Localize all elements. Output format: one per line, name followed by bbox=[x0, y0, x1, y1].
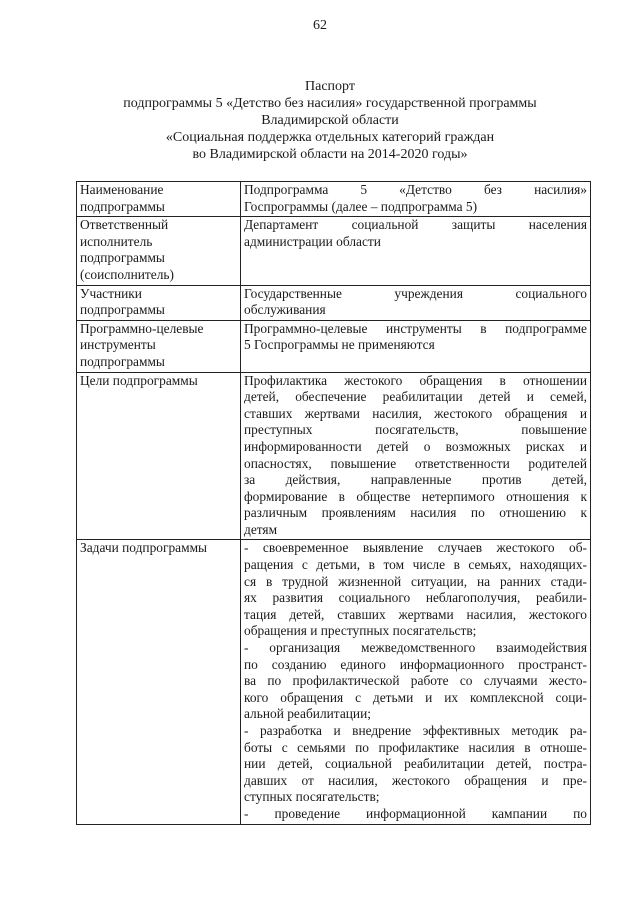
value-line: обслуживания bbox=[244, 302, 326, 318]
value-line: Профилактика жестокого обращения в отношении bbox=[244, 372, 587, 388]
row-value bbox=[241, 217, 591, 285]
value-line: нии детей, социальной реабилитации детей, постра- bbox=[244, 756, 587, 772]
value-line: альной реабилитации; bbox=[244, 706, 371, 722]
value-line: Госпрограммы (далее – подпрограмма 5) bbox=[244, 198, 478, 214]
label-line: инструменты bbox=[80, 337, 156, 353]
label-line: Участники bbox=[80, 285, 142, 301]
value-line: - своевременное выявление случаев жестокого об- bbox=[244, 540, 587, 556]
label-line: Цели подпрограммы bbox=[80, 372, 198, 388]
title-line: Паспорт bbox=[305, 79, 355, 94]
row-value bbox=[241, 540, 591, 824]
table-row bbox=[77, 182, 591, 217]
row-value bbox=[241, 320, 591, 372]
value-line: детям bbox=[244, 521, 278, 537]
label-line: Программно-целевые bbox=[80, 320, 204, 336]
label-line: подпрограммы bbox=[80, 250, 165, 266]
value-line: - организация межведомственного взаимодействия bbox=[244, 640, 587, 656]
value-line: ва по профилактической работе со случаями жесто- bbox=[244, 673, 587, 689]
value-line: - проведение информационной кампании по bbox=[244, 805, 587, 821]
value-line: обращения и преступных посягательств; bbox=[244, 623, 477, 639]
title-line: подпрограммы 5 «Детство без насилия» государственной программы bbox=[123, 96, 537, 111]
row-label bbox=[77, 217, 241, 285]
value-line: - разработка и внедрение эффективных методик ра- bbox=[244, 723, 587, 738]
value-line: детей, обеспечение реабилитации детей и семей, bbox=[244, 389, 587, 405]
label-line: Наименование bbox=[80, 182, 164, 197]
value-line: за действия, направленные против детей, bbox=[244, 472, 587, 488]
value-line: администрации области bbox=[244, 233, 381, 249]
table-row bbox=[77, 372, 591, 540]
title-line: «Социальная поддержка отдельных категорий граждан bbox=[165, 130, 495, 145]
value-line: Программно-целевые инструменты в подпрограмме bbox=[244, 320, 587, 336]
row-value bbox=[241, 285, 591, 320]
value-line: Подпрограмма 5 «Детство без насилия» bbox=[244, 182, 587, 197]
value-line: Государственные учреждения социального bbox=[244, 285, 587, 301]
value-line: 5 Госпрограммы не применяются bbox=[244, 337, 435, 353]
label-line: подпрограммы bbox=[80, 198, 165, 214]
table-row bbox=[77, 285, 591, 320]
value-line: боты с семьями по профилактике насилия в отноше- bbox=[244, 739, 587, 755]
row-label bbox=[77, 540, 241, 824]
label-line: подпрограммы bbox=[80, 302, 165, 318]
value-line: ступных посягательств; bbox=[244, 789, 380, 805]
value-line: опасностях, повышение ответственности родителей bbox=[244, 455, 587, 471]
row-label bbox=[77, 285, 241, 320]
value-line: по созданию единого информационного пространст- bbox=[244, 656, 587, 672]
title-line: Владимирской области bbox=[261, 113, 399, 128]
value-line: преступных посягательств, повышение bbox=[244, 422, 587, 438]
value-line: ях развития социального неблагополучия, реабили- bbox=[244, 590, 587, 606]
label-line: Задачи подпрограммы bbox=[80, 540, 208, 556]
row-value bbox=[241, 372, 591, 540]
label-line: Ответственный bbox=[80, 217, 169, 233]
document-title bbox=[60, 78, 600, 163]
value-line: кого обращения с детьми и их комплексной соци- bbox=[244, 689, 587, 705]
table-row bbox=[77, 217, 591, 285]
table-row bbox=[77, 540, 591, 824]
row-value bbox=[241, 182, 591, 217]
value-line: информированности детей о возможных рисках и bbox=[244, 438, 587, 454]
value-line: формирование в обществе нетерпимого отношения к bbox=[244, 488, 587, 504]
passport-table bbox=[76, 181, 591, 825]
value-line: Департамент социальной защиты населения bbox=[244, 217, 587, 233]
row-label bbox=[77, 182, 241, 217]
title-line: во Владимирской области на 2014-2020 годы» bbox=[192, 147, 468, 162]
label-line: подпрограммы bbox=[80, 353, 165, 369]
value-line: давших от насилия, жестокого обращения и пре- bbox=[244, 772, 587, 788]
label-line: (соисполнитель) bbox=[80, 266, 174, 282]
value-line: ся в трудной жизненной ситуации, на ранних стади- bbox=[244, 573, 587, 589]
value-line: ставших жертвами насилия, жестокого обращения и bbox=[244, 405, 587, 421]
table-row bbox=[77, 320, 591, 372]
row-label bbox=[77, 372, 241, 540]
value-line: тация детей, ставших жертвами насилия, жестокого bbox=[244, 606, 587, 622]
label-line: исполнитель bbox=[80, 233, 153, 249]
page-number: 62 bbox=[313, 18, 327, 33]
value-line: ращения с детьми, в том числе в семьях, находящих- bbox=[244, 557, 587, 573]
row-label bbox=[77, 320, 241, 372]
value-line: различным проявлениям насилия по отношению к bbox=[244, 505, 587, 521]
